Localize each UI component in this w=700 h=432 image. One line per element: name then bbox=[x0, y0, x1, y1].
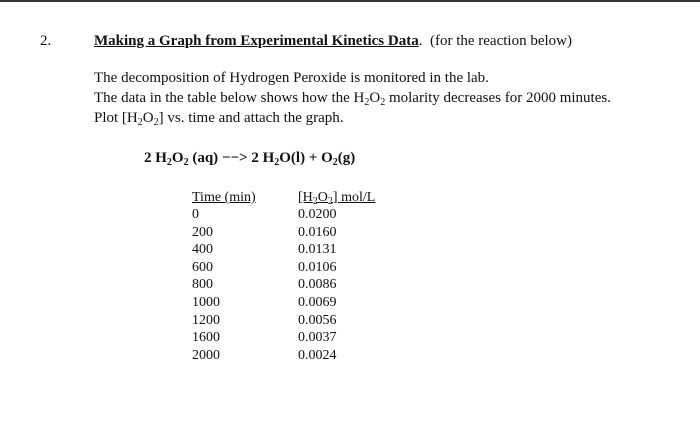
text: O bbox=[317, 190, 328, 205]
time-cell: 2000 bbox=[192, 347, 220, 363]
header-time: Time (min) bbox=[192, 190, 256, 205]
time-cell: 400 bbox=[192, 242, 213, 258]
subscript: 2 bbox=[183, 157, 189, 168]
concentration-cell: 0.0024 bbox=[298, 347, 337, 363]
subscript: 2 bbox=[380, 97, 386, 108]
subscript: 2 bbox=[312, 196, 318, 207]
paragraph-line-1: The decomposition of Hydrogen Peroxide is monitored in the lab. bbox=[94, 70, 489, 86]
text: O bbox=[369, 90, 381, 106]
text: molarity decreases for 2000 minutes. bbox=[385, 90, 611, 106]
subscript: 2 bbox=[274, 157, 280, 168]
text: O bbox=[142, 110, 154, 126]
subscript: 2 bbox=[153, 117, 159, 128]
time-cell: 1600 bbox=[192, 330, 220, 346]
reaction-equation bbox=[144, 150, 355, 167]
subscript: 2 bbox=[364, 97, 370, 108]
text: (aq) −−> 2 H bbox=[188, 150, 275, 166]
concentration-cell: 0.0069 bbox=[298, 295, 337, 310]
text: Plot [H bbox=[94, 110, 138, 126]
concentration-cell: 0.0037 bbox=[298, 330, 337, 346]
header-concentration bbox=[298, 190, 375, 206]
concentration-cell: 0.0106 bbox=[298, 259, 337, 275]
title-period: . bbox=[418, 33, 423, 49]
subscript: 2 bbox=[137, 117, 143, 128]
subscript: 2 bbox=[327, 196, 333, 207]
time-cell: 1200 bbox=[192, 312, 220, 328]
text: 2 H bbox=[144, 150, 167, 166]
subscript: 2 bbox=[166, 157, 172, 168]
title-note: (for the reaction below) bbox=[429, 33, 572, 49]
concentration-cell: 0.0200 bbox=[298, 207, 337, 222]
paragraph-line-3 bbox=[94, 110, 344, 127]
text: [H bbox=[298, 190, 313, 205]
text: O bbox=[171, 150, 184, 166]
time-cell: 800 bbox=[192, 277, 213, 293]
problem-number: 2. bbox=[40, 33, 52, 49]
paragraph-line-2 bbox=[94, 90, 611, 107]
top-border bbox=[0, 0, 700, 2]
subscript: 2 bbox=[332, 157, 338, 168]
time-cell: 1000 bbox=[192, 295, 220, 310]
concentration-cell: 0.0160 bbox=[298, 224, 337, 240]
time-cell: 0 bbox=[192, 207, 199, 222]
text: (g) bbox=[337, 150, 356, 166]
concentration-cell: 0.0086 bbox=[298, 277, 337, 293]
time-cell: 200 bbox=[192, 224, 213, 240]
text: The data in the table below shows how the H bbox=[94, 90, 365, 106]
text: ] vs. time and attach the graph. bbox=[158, 110, 344, 126]
concentration-cell: 0.0131 bbox=[298, 242, 337, 258]
problem-heading bbox=[94, 33, 572, 50]
problem-title: Making a Graph from Experimental Kinetics Data bbox=[94, 33, 419, 49]
concentration-cell: 0.0056 bbox=[298, 312, 337, 328]
text: O(l) + O bbox=[279, 150, 333, 166]
time-cell: 600 bbox=[192, 259, 213, 275]
text: ] mol/L bbox=[332, 190, 376, 205]
